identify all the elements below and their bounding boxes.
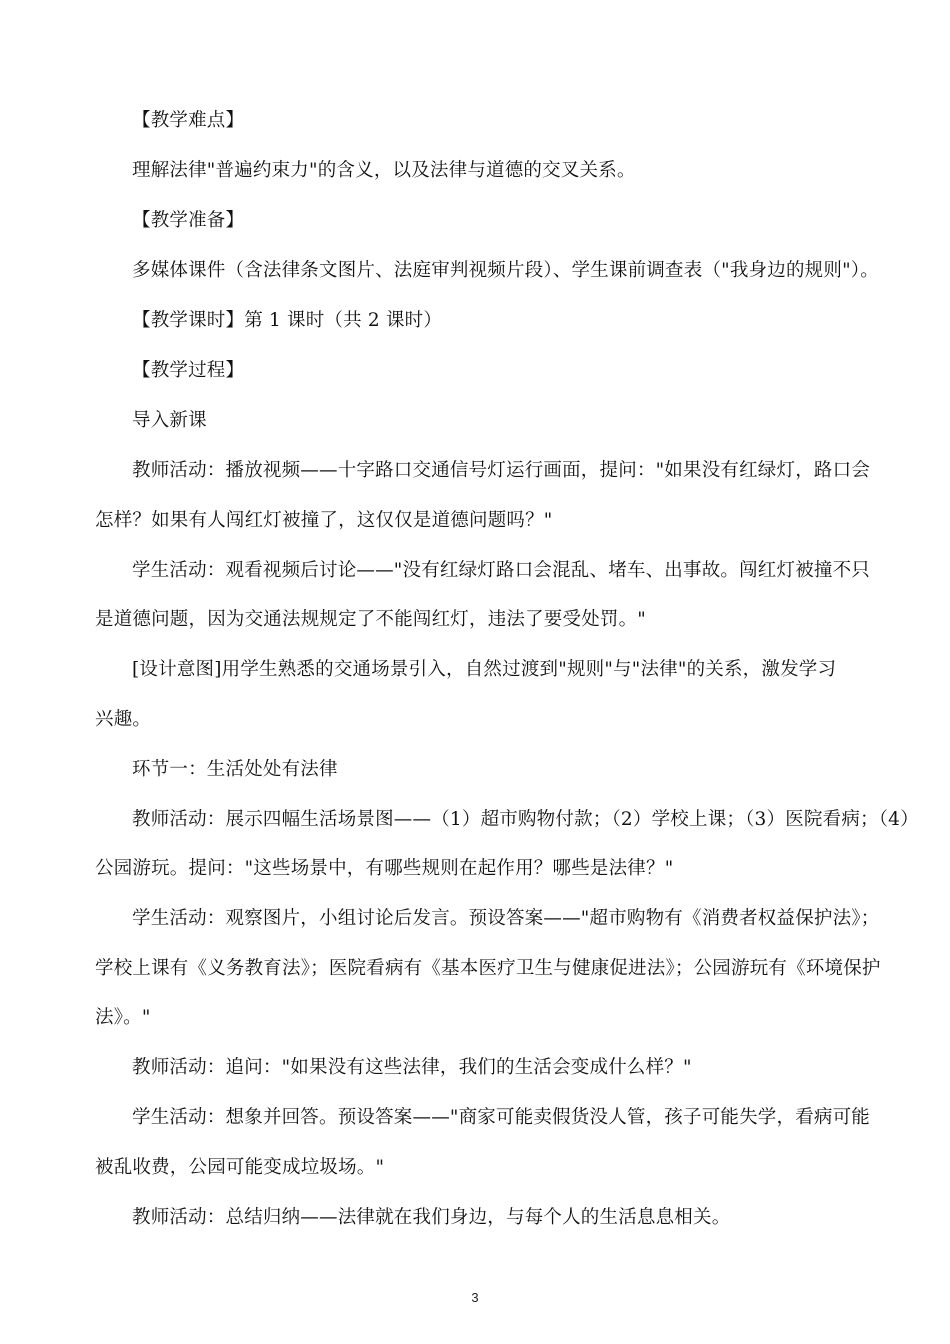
intro-section-title: 导入新课 (132, 410, 207, 431)
section-1-student-line-3: 法》。" (95, 1007, 151, 1028)
heading-teaching-preparation: 【教学准备】 (132, 210, 245, 231)
heading-teaching-difficulty: 【教学难点】 (132, 110, 245, 131)
intro-student-line-1: 学生活动：观看视频后讨论——"没有红绿灯路口会混乱、堵车、出事故。闯红灯被撞不只 (132, 560, 871, 581)
section-1-teacher-summary: 教师活动：总结归纳——法律就在我们身边，与每个人的生活息息相关。 (132, 1207, 731, 1228)
intro-design-line-2: 兴趣。 (95, 709, 152, 730)
preparation-text: 多媒体课件（含法律条文图片、法庭审判视频片段）、学生课前调查表（"我身边的规则"）。 (132, 260, 879, 281)
class-hours-text: 【教学课时】第 1 课时（共 2 课时） (132, 310, 443, 331)
page-number: 3 (471, 1290, 479, 1305)
section-1-teacher-line-2: 公园游玩。提问："这些场景中，有哪些规则在起作用？哪些是法律？" (95, 858, 674, 879)
section-1-student-line-2: 学校上课有《义务教育法》；医院看病有《基本医疗卫生与健康促进法》；公园游玩有《环境保护 (95, 958, 881, 979)
section-1-student-answer-line-1: 学生活动：想象并回答。预设答案——"商家可能卖假货没人管，孩子可能失学，看病可能 (132, 1107, 871, 1128)
difficulty-text: 理解法律"普遍约束力"的含义，以及法律与道德的交叉关系。 (132, 160, 636, 181)
section-1-student-answer-line-2: 被乱收费，公园可能变成垃圾场。" (95, 1157, 385, 1178)
intro-teacher-line-1: 教师活动：播放视频——十字路口交通信号灯运行画面，提问："如果没有红绿灯，路口会 (132, 460, 871, 481)
section-1-teacher-followup: 教师活动：追问："如果没有这些法律，我们的生活会变成什么样？" (132, 1057, 692, 1078)
intro-design-line-1: [设计意图]用学生熟悉的交通场景引入，自然过渡到"规则"与"法律"的关系，激发学习 (132, 659, 837, 680)
heading-teaching-process: 【教学过程】 (132, 360, 245, 381)
section-1-teacher-line-1: 教师活动：展示四幅生活场景图——（1）超市购物付款；（2）学校上课；（3）医院看病；（4） (132, 809, 919, 830)
intro-student-line-2: 是道德问题，因为交通法规规定了不能闯红灯，违法了要受处罚。" (95, 609, 647, 630)
intro-teacher-line-2: 怎样？如果有人闯红灯被撞了，这仅仅是道德问题吗？" (95, 510, 553, 531)
section-1-title: 环节一：生活处处有法律 (132, 759, 338, 780)
section-1-student-line-1: 学生活动：观察图片，小组讨论后发言。预设答案——"超市购物有《消费者权益保护法》； (132, 908, 880, 929)
